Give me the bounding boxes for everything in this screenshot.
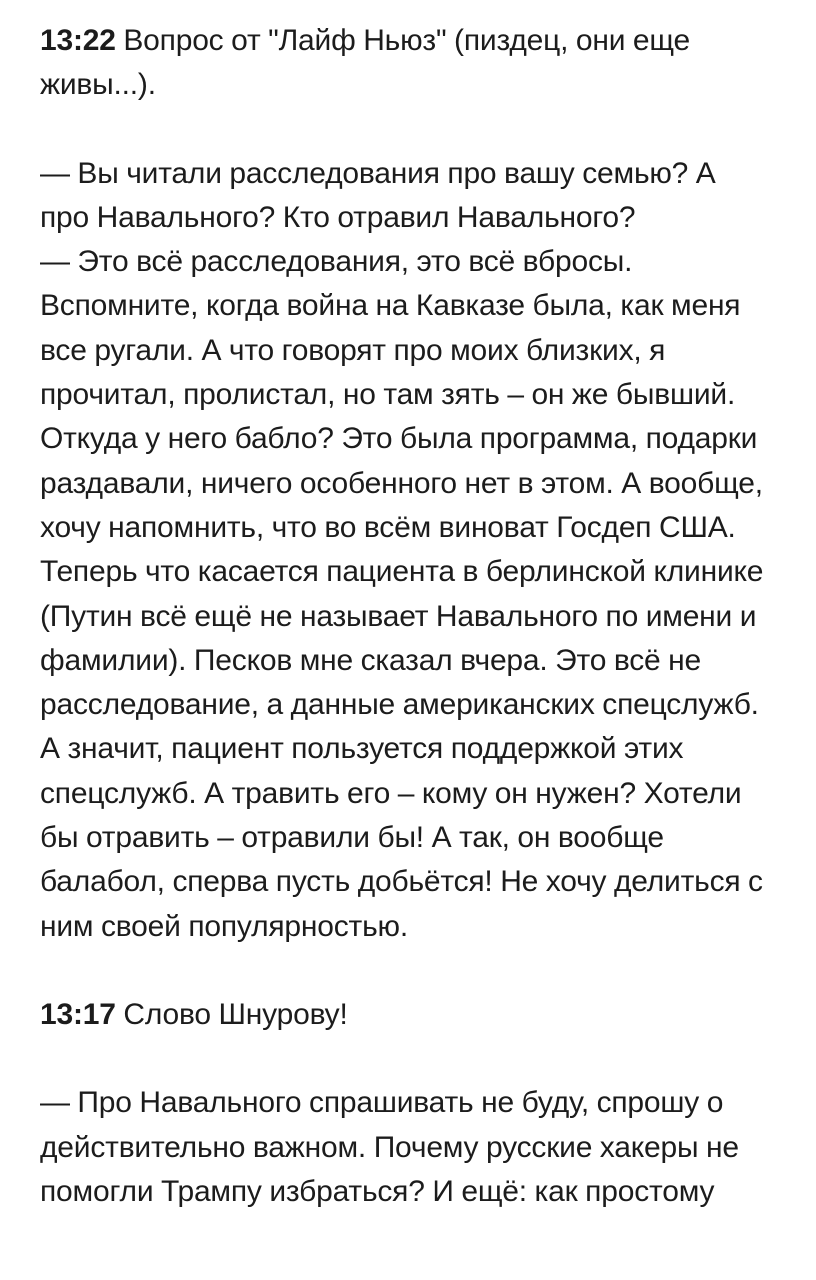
answer-text: — Это всё расследования, это всё вбросы. Вспомните, когда война на Кавказе была, как меня все ругали. А что говорят про моих близких, я прочитал, пролистал, но там зять – он же бывший. Откуда у него бабло? Это была программа, подарки раздавали, ничего особенного нет в этом. А вообще, хочу напомнить, что во всём виноват Госдеп США. Теперь что касается пациента в берлинской клинике (Путин всё ещё не называет Навального по имени и фамилии). Песков мне сказал вчера. Это всё не расследование, а данные американских спецслужб. А значит, пациент пользуется поддержкой этих спецслужб. А травить его – кому он нужен? Хотели бы отравить – отравили бы! А так, он вообще балабол, сперва пусть добьётся! Не хочу делиться с ним своей популярностью. xyxy=(40,245,764,943)
spacer xyxy=(40,949,772,993)
spacer xyxy=(40,1037,772,1081)
entry-time: 13:22 xyxy=(40,24,116,57)
entry-time: 13:17 xyxy=(40,997,116,1031)
feed-entry xyxy=(40,19,772,949)
entry-headline: Слово Шнурову! xyxy=(123,997,348,1031)
entry-header xyxy=(40,19,772,108)
question-text: — Про Навального спрашивать не буду, спрошу о действительно важном. Почему русские хакеры не помогли Трампу избраться? И ещё: как простому xyxy=(40,1086,739,1208)
entry-header xyxy=(40,993,772,1037)
feed-entry xyxy=(40,993,772,1214)
entry-headline: Вопрос от "Лайф Ньюз" (пиздец, они еще живы...). xyxy=(40,24,691,102)
question-text: — Вы читали расследования про вашу семью? А про Навального? Кто отравил Навального? xyxy=(40,156,716,234)
spacer xyxy=(40,108,772,152)
